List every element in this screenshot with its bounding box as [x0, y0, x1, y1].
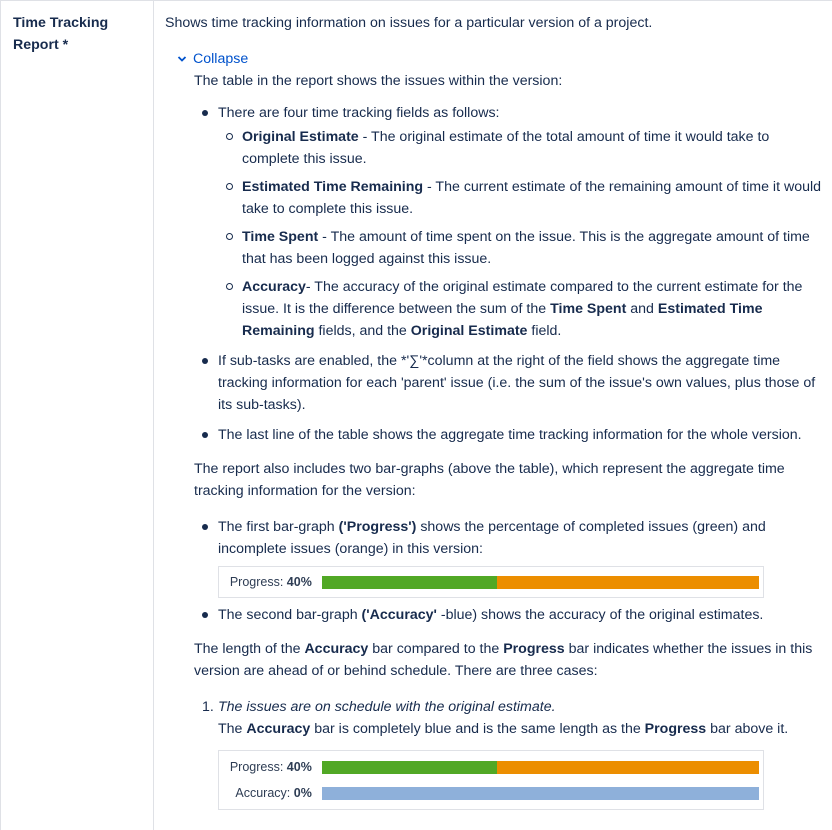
progress-complete-segment	[322, 761, 497, 774]
text: bar is completely blue and is the same length as the	[310, 721, 645, 737]
text: -blue) shows the accuracy of the original estimates.	[436, 607, 764, 623]
row-heading: Time Tracking Report *	[13, 15, 109, 53]
bold-term: Accuracy	[246, 721, 311, 737]
bargraph-bullets	[194, 516, 825, 626]
list-item	[218, 276, 825, 342]
text: bar indicates whether the issues in this version are ahead of or behind schedule. There are three cases:	[194, 641, 813, 679]
accuracy-label-text: Accuracy	[235, 786, 287, 800]
field-desc: - The original estimate of the total amount of time it would take to complete this issue.	[242, 129, 770, 167]
progress-incomplete-segment	[497, 761, 759, 774]
progress-label: Progress: 40%	[229, 575, 312, 589]
case-number: 1.	[202, 699, 214, 715]
field-desc: - The accuracy of the original estimate compared to the current estimate for the issue. It is the difference between the sum of the	[242, 279, 803, 317]
collapse-label: Collapse	[193, 51, 249, 67]
progress-complete-segment	[322, 576, 497, 589]
column-divider	[153, 0, 154, 830]
bold-term: ('Progress')	[338, 519, 417, 535]
list-item	[218, 176, 825, 220]
list-item: The last line of the table shows the aggregate time tracking information for the whole version.	[194, 424, 825, 446]
field-desc: field.	[527, 323, 562, 339]
progress-label: Progress: 40%	[229, 760, 312, 774]
bold-term: Original Estimate	[410, 323, 528, 339]
expand-body	[194, 70, 825, 810]
cases-list	[194, 696, 825, 810]
field-name: Accuracy	[242, 279, 306, 295]
table-description: The table in the report shows the issues within the version:	[194, 73, 563, 89]
progress-accuracy-bar-graph	[218, 750, 764, 810]
bold-term: Progress	[644, 721, 707, 737]
progress-track	[322, 576, 759, 589]
accuracy-row	[223, 780, 759, 806]
collapse-toggle[interactable]	[177, 48, 825, 70]
progress-label-text: Progress	[229, 760, 280, 774]
bargraph-paragraph: The report also includes two bar-graphs (above the table), which represent the aggregate time tracking information for the version:	[194, 461, 785, 499]
text: The length of the	[194, 641, 305, 657]
list-item	[218, 126, 825, 170]
list-item: If sub-tasks are enabled, the *'∑'*column at the right of the field shows the aggregate time tracking information for each 'parent' issue (i.e. the sum of the issue's own values, plus those of its sub-tasks).	[194, 350, 825, 416]
text: The first bar-graph	[218, 519, 339, 535]
case-title: The issues are on schedule with the original estimate.	[218, 699, 556, 715]
field-name: Estimated Time Remaining	[242, 179, 424, 195]
list-item	[218, 226, 825, 270]
chevron-down-icon	[177, 54, 187, 64]
progress-track	[322, 761, 759, 774]
accuracy-track	[322, 787, 759, 800]
report-bullets	[194, 102, 825, 446]
length-paragraph	[194, 638, 825, 682]
field-desc: - The current estimate of the remaining amount of time it would take to complete this issue.	[242, 179, 822, 217]
bold-term: Accuracy	[304, 641, 369, 657]
progress-incomplete-segment	[497, 576, 759, 589]
progress-value: 40%	[286, 760, 312, 774]
list-item	[194, 604, 825, 626]
text: bar compared to the	[368, 641, 504, 657]
list-item	[194, 516, 825, 598]
field-name: Time Spent	[242, 229, 319, 245]
field-desc: - The amount of time spent on the issue. This is the aggregate amount of time that has been logged against this issue.	[242, 229, 810, 267]
accuracy-label: Accuracy: 0%	[235, 786, 312, 800]
list-item	[194, 696, 825, 810]
bold-term: Estimated Time Remaining	[242, 301, 763, 339]
row-content	[165, 12, 825, 816]
fields-list	[218, 126, 825, 342]
bold-term: ('Accuracy'	[361, 607, 437, 623]
fields-intro: There are four time tracking fields as follows:	[218, 105, 500, 121]
field-desc: fields, and the	[314, 323, 411, 339]
progress-bar-graph	[218, 566, 764, 598]
progress-row	[223, 571, 759, 593]
bold-term: Time Spent	[550, 301, 627, 317]
progress-label-text: Progress	[229, 575, 280, 589]
text: The second bar-graph	[218, 607, 362, 623]
intro-text: Shows time tracking information on issues for a particular version of a project.	[165, 15, 653, 31]
progress-value: 40%	[286, 575, 312, 589]
text: The	[218, 721, 247, 737]
progress-row	[223, 754, 759, 780]
list-item	[194, 102, 825, 342]
text: bar above it.	[706, 721, 789, 737]
text: shows the percentage of completed issues (green) and incomplete issues (orange) in this version:	[218, 519, 766, 557]
field-name: Original Estimate	[242, 129, 359, 145]
accuracy-value: 0%	[293, 786, 312, 800]
field-desc: and	[626, 301, 658, 317]
bold-term: Progress	[503, 641, 565, 657]
accuracy-segment	[322, 787, 759, 800]
